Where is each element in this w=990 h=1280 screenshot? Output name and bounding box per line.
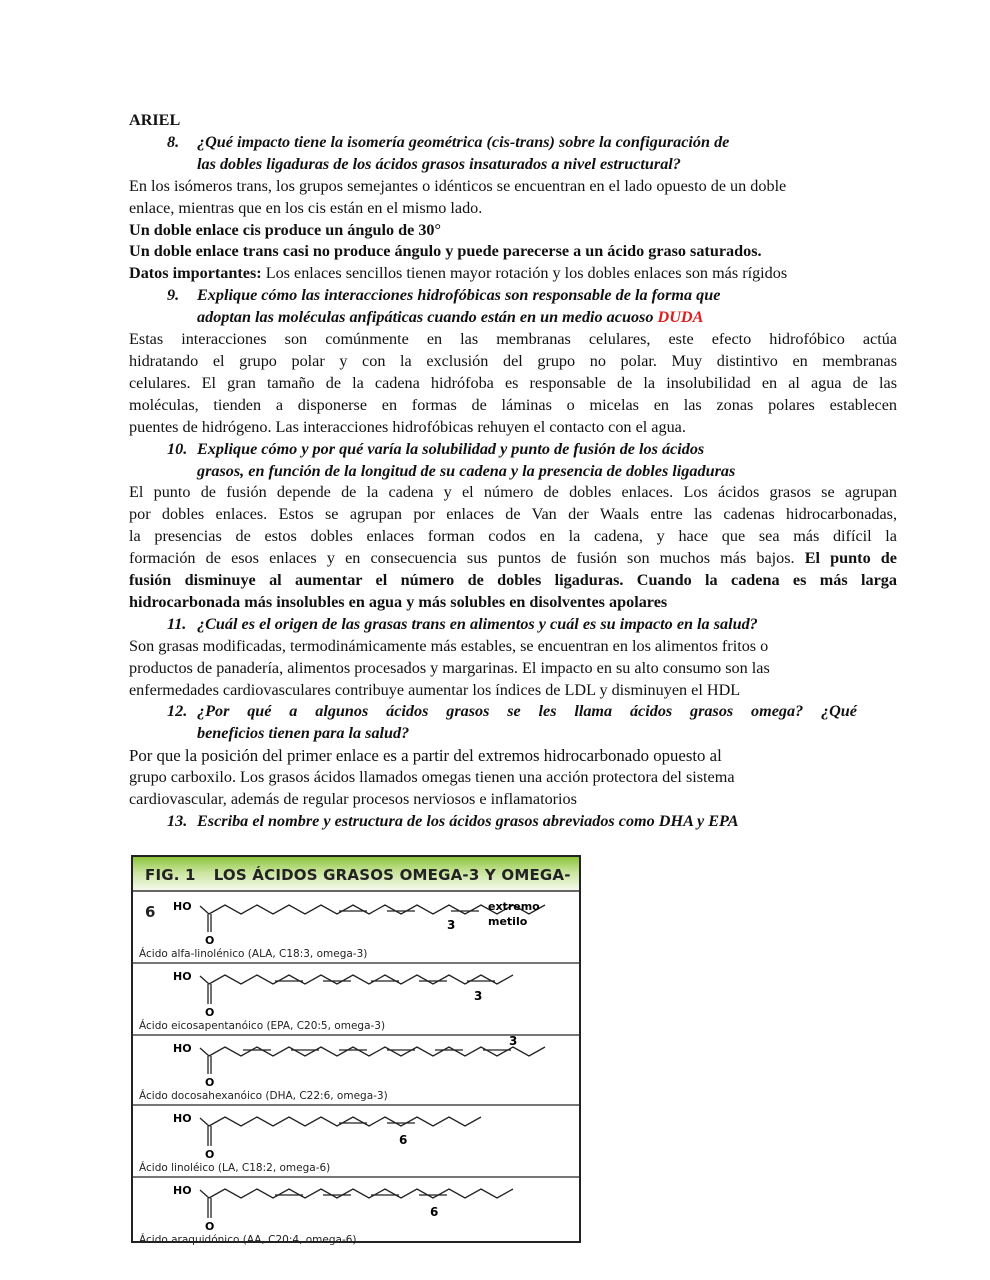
answer-11-line: productos de panadería, alimentos procesados y margarinas. El impacto en su alto consumo son las [129,658,770,677]
answer-9-line: Estas interacciones son comúnmente en las membranas celulares, este efecto hidrofóbico actúa [129,330,897,349]
answer-11-line: Son grasas modificadas, termodinámicamente más estables, se encuentran en los alimentos fritos o [129,636,769,655]
answer-8-line: enlace, mientras que en los cis están en el mismo lado. [129,198,483,217]
answer-10-line: por dobles enlaces. Estos se agrupan por enlaces de Van der Waals entre las cadenas hidrocarbonadas, [129,505,897,524]
question-10 [129,439,897,461]
question-11 [129,614,897,636]
answer-10-bold: fusión disminuye al aumentar el número de dobles ligaduras. Cuando la cadena es más larga [129,571,897,590]
question-number: 11. [167,614,187,633]
answer-10-bold: hidrocarbonada más insolubles en agua y más solubles en disolventes apolares [129,592,668,611]
fatty-acid-row-epa [133,964,579,1036]
svg-text:HO: HO [173,970,192,983]
ala-caption: Ácido alfa-linolénico (ALA, C18:3, omega-3) [139,948,368,960]
epa-caption: Ácido eicosapentanóico (EPA, C20:5, omega-3) [139,1020,386,1032]
question-number: 12. [167,702,188,721]
question-8 [129,132,897,154]
answer-11-line: enfermedades cardiovasculares contribuye aumentar los índices de LDL y disminuyen el HDL [129,680,741,699]
author-name: ARIEL [129,111,181,129]
data-label: Datos importantes: [129,264,262,283]
answer-12-line: Por que la posición del primer enlace es a partir del extremos hidrocarbonado opuesto al [129,746,722,766]
answer-12-line: cardiovascular, además de regular procesos nerviosos e inflamatorios [129,790,577,809]
question-text: Escriba el nombre y estructura de los ácidos grasos abreviados como DHA y EPA [197,812,739,830]
svg-text:HO: HO [173,1112,192,1125]
question-12 [129,701,857,723]
la-caption: Ácido linoléico (LA, C18:2, omega-6) [139,1162,331,1174]
answer-12-line: grupo carboxilo. Los grasos ácidos llamados omegas tienen una acción protectora del sistema [129,768,735,787]
question-8-cont: las dobles ligaduras de los ácidos grasos insaturados a nivel estructural? [197,154,681,173]
aa-caption: Ácido araquidónico (AA, C20:4, omega-6) [139,1234,357,1246]
question-text: ¿Qué impacto tiene la isomería geométrica (cis-trans) sobre la configuración de [197,132,730,151]
svg-text:extremo: extremo [488,900,540,913]
question-number: 8. [167,132,180,151]
svg-text:6: 6 [430,1205,439,1219]
answer-9-line: moléculas, tienden a disponerse en formas de láminas o micelas en las zonas polares establecen [129,395,897,414]
answer-9-line: hidratando el grupo polar y con la exclusión del grupo no polar. Muy distintivo en membranas [129,351,897,370]
fatty-acid-row-dha [133,1036,579,1106]
question-9-cont [129,307,897,329]
answer-9-line: puentes de hidrógeno. Las interacciones hidrofóbicas rehuyen el contacto con el agua. [129,417,686,436]
svg-text:HO: HO [173,1184,192,1197]
svg-text:3: 3 [447,918,456,932]
document-page [129,110,897,833]
question-text: adoptan las moléculas anfipáticas cuando están en un medio acuoso [197,308,654,327]
answer-8-bold: Un doble enlace trans casi no produce ángulo y puede parecerse a un ácido graso saturados. [129,242,762,261]
svg-text:3: 3 [474,989,483,1003]
omega-fatty-acids-figure [131,855,581,1246]
svg-text:HO: HO [173,900,192,913]
answer-8-line: En los isómeros trans, los grupos semejantes o idénticos se encuentran en el lado opuesto de un doble [129,176,787,195]
question-number: 10. [167,439,188,458]
svg-text:HO: HO [173,1042,192,1055]
svg-text:metilo: metilo [488,915,528,928]
answer-8-data [129,263,897,285]
answer-text: formación de esos enlaces y en consecuencia sus puntos de fusión son muchos más bajos. [129,549,805,568]
figure-title: LOS ÁCIDOS GRASOS OMEGA-3 Y OMEGA-6 [145,866,571,921]
answer-8-bold: Un doble enlace cis produce un ángulo de 30° [129,220,441,239]
svg-text:O: O [205,1076,215,1089]
question-text: ¿Por qué a algunos ácidos grasos se les llama ácidos grasos omega? ¿Qué [197,702,857,721]
fatty-acid-row-la [133,1106,579,1178]
answer-9-line: celulares. El gran tamaño de la cadena hidrófoba es responsable de la insolubilidad en al agua de las [129,373,897,392]
fatty-acid-row-ala [133,892,579,964]
svg-text:O: O [205,1148,215,1161]
svg-text:3: 3 [509,1036,518,1048]
svg-text:O: O [205,1220,215,1233]
figure-label: FIG. 1 [145,866,196,884]
question-text: ¿Cuál es el origen de las grasas trans en alimentos y cuál es su impacto en la salud? [197,614,758,633]
question-text: Explique cómo y por qué varía la solubilidad y punto de fusión de los ácidos [197,439,705,458]
answer-10-line: El punto de fusión depende de la cadena y el número de dobles enlaces. Los ácidos grasos se agrupan [129,483,897,502]
question-10-cont: grasos, en función de la longitud de su cadena y la presencia de dobles ligaduras [197,461,736,480]
question-13 [129,811,897,833]
dha-caption: Ácido docosahexanóico (DHA, C22:6, omega-3) [139,1090,388,1102]
svg-text:6: 6 [399,1133,408,1147]
question-number: 13. [167,812,188,830]
fatty-acid-row-aa [133,1178,579,1248]
answer-10-line: la presencias de estos dobles enlaces forman codos en la cadena, y hace que sea más difícil la [129,527,897,546]
answer-10-line [129,548,897,570]
svg-text:O: O [205,934,215,947]
svg-text:O: O [205,1006,215,1019]
answer-bold-text: El punto de [804,549,897,568]
question-12-cont: beneficios tienen para la salud? [197,724,410,743]
data-text: Los enlaces sencillos tienen mayor rotación y los dobles enlaces son más rígidos [261,264,788,283]
doubt-flag: DUDA [657,308,704,327]
question-9 [129,285,897,307]
question-text: Explique cómo las interacciones hidrofóbicas son responsable de la forma que [197,286,721,305]
question-number: 9. [167,286,180,305]
